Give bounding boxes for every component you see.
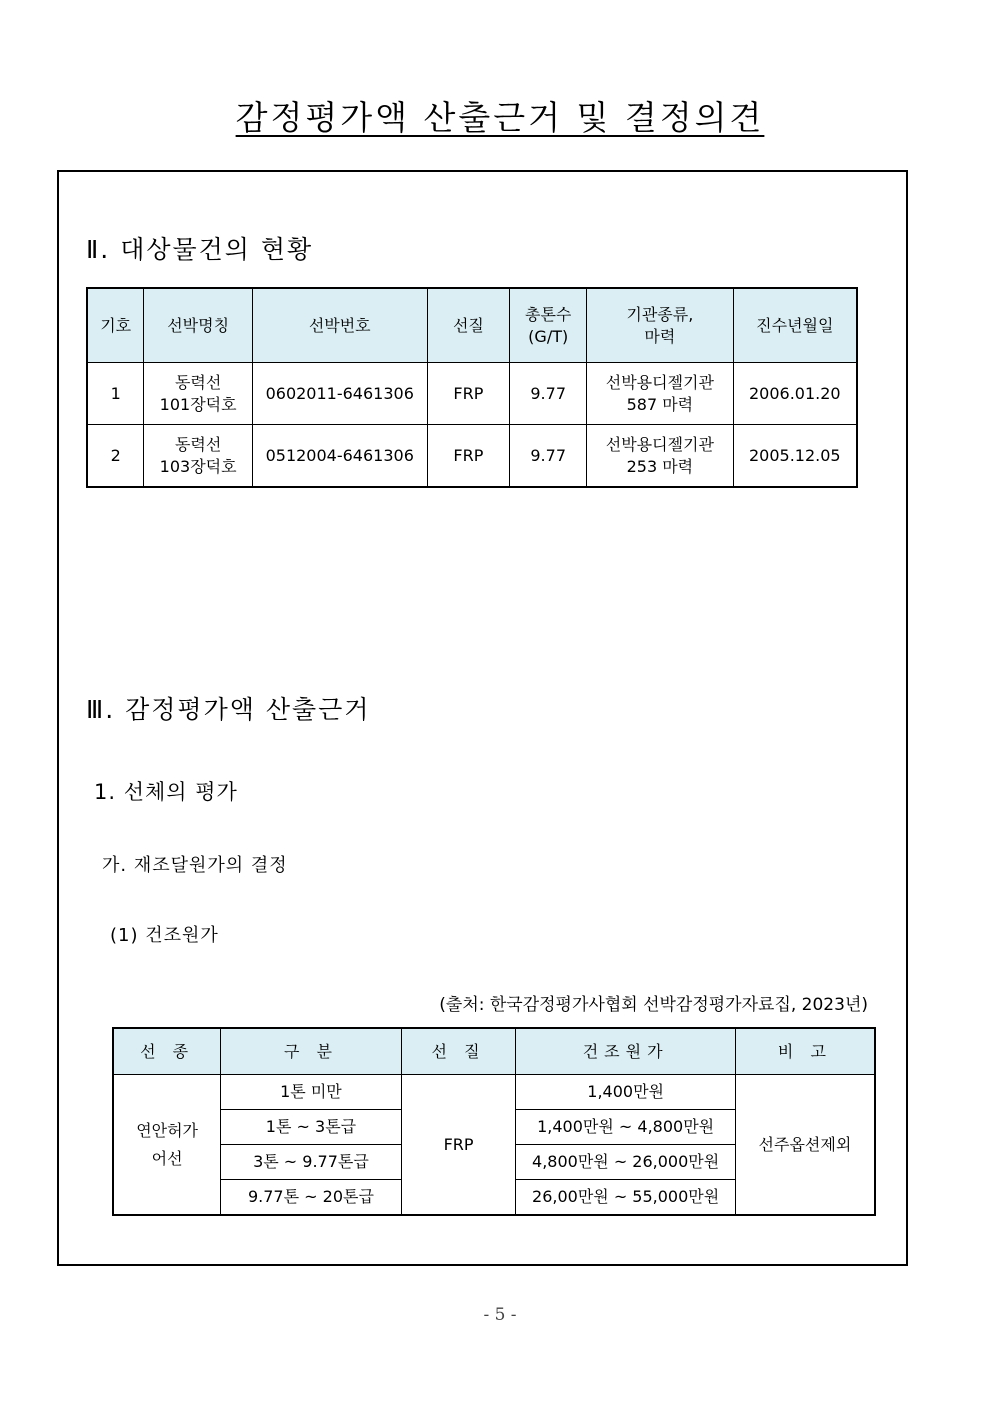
cell-engine: 선박용디젤기관 587 마력 (587, 363, 733, 425)
cell-cost: 4,800만원 ~ 26,000만원 (516, 1145, 735, 1180)
cell-material: FRP (427, 363, 510, 425)
section-3-heading: Ⅲ. 감정평가액 산출근거 (86, 695, 371, 724)
section-2-heading: Ⅱ. 대상물건의 현황 (86, 235, 314, 264)
cell-ship-type: 연안허가 어선 (113, 1075, 221, 1216)
cell-tonnage: 9.77 (510, 425, 587, 488)
cell-cost: 1,400만원 ~ 4,800만원 (516, 1110, 735, 1145)
cell-category: 3톤 ~ 9.77톤급 (221, 1145, 402, 1180)
header-cell: 선 종 (113, 1028, 221, 1075)
vessel-status-table (86, 287, 858, 488)
table-header-row (113, 1028, 875, 1075)
header-cell: 선 질 (401, 1028, 516, 1075)
header-cell: 선박번호 (252, 288, 427, 363)
cell-launch-date: 2005.12.05 (733, 425, 857, 488)
document-title: 감정평가액 산출근거 및 결정의견 (235, 98, 765, 137)
source-note: (출처: 한국감정평가사협회 선박감정평가자료집, 2023년) (439, 995, 868, 1015)
cell-material: FRP (427, 425, 510, 488)
cell-id: 1 (87, 363, 144, 425)
cell-id: 2 (87, 425, 144, 488)
header-cell: 건조원가 (516, 1028, 735, 1075)
subsection-heading: 1. 선체의 평가 (94, 780, 238, 804)
cell-cost: 26,00만원 ~ 55,000만원 (516, 1180, 735, 1216)
header-cell: 구 분 (221, 1028, 402, 1075)
header-cell: 기호 (87, 288, 144, 363)
page-number: - 5 - (483, 1305, 517, 1325)
cell-vessel-name: 동력선 101장덕호 (144, 363, 253, 425)
header-cell: 선박명칭 (144, 288, 253, 363)
header-cell: 기관종류, 마력 (587, 288, 733, 363)
header-cell: 선질 (427, 288, 510, 363)
cell-cost: 1,400만원 (516, 1075, 735, 1110)
table-row (113, 1075, 875, 1110)
cell-vessel-number: 0512004-6461306 (252, 425, 427, 488)
cell-vessel-name: 동력선 103장덕호 (144, 425, 253, 488)
cell-launch-date: 2006.01.20 (733, 363, 857, 425)
header-cell: 비 고 (735, 1028, 875, 1075)
cell-category: 9.77톤 ~ 20톤급 (221, 1180, 402, 1216)
cell-tonnage: 9.77 (510, 363, 587, 425)
construction-cost-table (112, 1027, 876, 1216)
table-row (87, 363, 857, 425)
cell-vessel-number: 0602011-6461306 (252, 363, 427, 425)
cell-remark: 선주옵션제외 (735, 1075, 875, 1216)
subsection-heading: (1) 건조원가 (110, 925, 219, 946)
cell-engine: 선박용디젤기관 253 마력 (587, 425, 733, 488)
header-cell: 총톤수 (G/T) (510, 288, 587, 363)
cell-material: FRP (401, 1075, 516, 1216)
header-cell: 진수년월일 (733, 288, 857, 363)
subsection-heading: 가. 재조달원가의 결정 (102, 855, 288, 876)
table-header-row (87, 288, 857, 363)
cell-category: 1톤 미만 (221, 1075, 402, 1110)
cell-category: 1톤 ~ 3톤급 (221, 1110, 402, 1145)
table-row (87, 425, 857, 488)
